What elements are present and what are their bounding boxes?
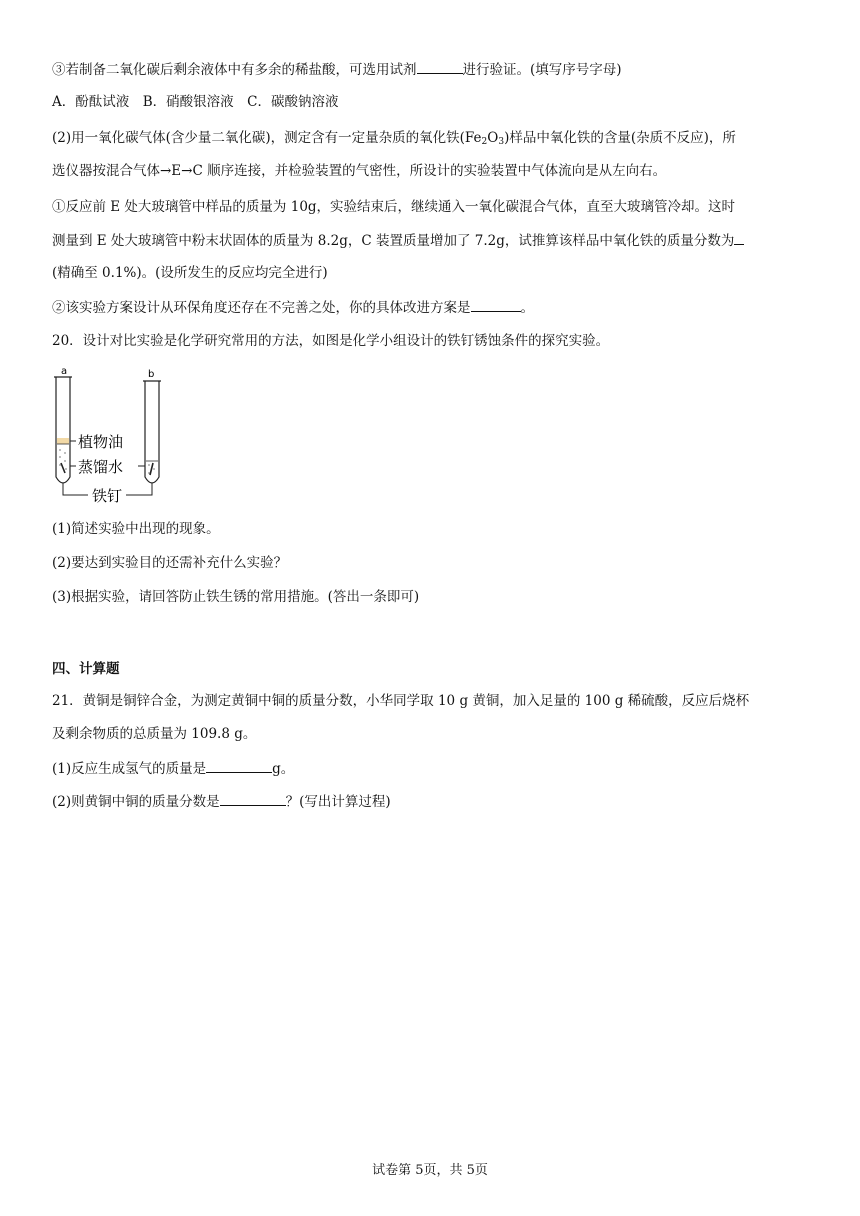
tube-a-label: a bbox=[61, 366, 68, 377]
rust-experiment-figure bbox=[50, 365, 190, 510]
q19-sub1-line1: ①反应前 E 处大玻璃管中样品的质量为 10g，实验结束后，继续通入一氧化碳混合气体，直至大玻璃管冷却。这时 bbox=[52, 199, 736, 215]
q19-options: A．酚酞试液 B．硝酸银溶液 C．碳酸钠溶液 bbox=[52, 94, 339, 110]
q19-sub1-line3: (精确至 0.1%)。(设所发生的反应均完全进行) bbox=[52, 265, 328, 281]
q19-part2-line2: 选仪器按混合气体→E→C 顺序连接，并检验装置的气密性，所设计的实验装置中气体流向是从左向右。 bbox=[52, 163, 667, 179]
q20-sub1: (1)简述实验中出现的现象。 bbox=[52, 521, 220, 537]
label-vegetable-oil: 植物油 bbox=[78, 433, 124, 451]
q21-line2: 及剩余物质的总质量为 109.8 g。 bbox=[52, 726, 257, 742]
iron-nail-a bbox=[61, 463, 65, 473]
q21-sub2-prefix: (2)则黄铜中铜的质量分数是 bbox=[52, 794, 220, 810]
answer-blank bbox=[417, 59, 463, 74]
q19-part3-line bbox=[52, 59, 820, 80]
q19-sub1-line2 bbox=[52, 230, 820, 251]
q19-sub2-line bbox=[52, 297, 820, 318]
page-footer: 试卷第 5页，共 5页 bbox=[372, 1163, 488, 1178]
q19-part2-text-c: )样品中氧化铁的含量(杂质不反应)，所 bbox=[504, 130, 736, 146]
q20-stem: 20．设计对比实验是化学研究常用的方法，如图是化学小组设计的铁钉锈蚀条件的探究实验。 bbox=[52, 333, 610, 349]
tube-b-label: b bbox=[148, 369, 155, 380]
answer-blank bbox=[734, 230, 744, 245]
q20-sub3: (3)根据实验，请回答防止铁生锈的常用措施。(答出一条即可) bbox=[52, 589, 420, 605]
q20-sub2: (2)要达到实验目的还需补充什么实验？ bbox=[52, 555, 288, 571]
label-iron-nail: 铁钉 bbox=[92, 487, 123, 505]
q19-part2-line1 bbox=[52, 128, 820, 152]
subscript: 2 bbox=[481, 137, 488, 147]
q19-part2-text-a: (2)用一氧化碳气体(含少量二氧化碳)，测定含有一定量杂质的氧化铁(Fe bbox=[52, 130, 482, 146]
q19-sub2-suffix: 。 bbox=[520, 300, 534, 316]
label-distilled-water: 蒸馏水 bbox=[78, 458, 124, 476]
q21-sub1-suffix: g。 bbox=[272, 761, 295, 777]
oil-layer bbox=[57, 438, 69, 444]
iron-nail-b bbox=[150, 463, 153, 475]
q21-sub1-prefix: (1)反应生成氢气的质量是 bbox=[52, 761, 207, 777]
answer-blank bbox=[206, 758, 272, 773]
q21-sub2-suffix: ？(写出计算过程) bbox=[285, 794, 391, 810]
test-tube-a bbox=[54, 377, 72, 483]
answer-blank bbox=[220, 791, 286, 806]
subscript: 3 bbox=[498, 137, 505, 147]
q19-sub1-text: 测量到 E 处大玻璃管中粉末状固体的质量为 8.2g，C 装置质量增加了 7.2g，试推算该样品中氧化铁的质量分数为 bbox=[52, 233, 735, 249]
q19-sub2-prefix: ②该实验方案设计从环保角度还存在不完善之处，你的具体改进方案是 bbox=[52, 300, 471, 316]
q19-part3-suffix: 进行验证。(填写序号字母) bbox=[462, 62, 622, 78]
q21-line1: 21．黄铜是铜锌合金，为测定黄铜中铜的质量分数，小华同学取 10 g 黄铜，加入足量的 100 g 稀硫酸，反应后烧杯 bbox=[52, 693, 750, 709]
q21-sub1 bbox=[52, 758, 820, 779]
q19-part2-text-b: O bbox=[487, 130, 499, 146]
test-tube-b bbox=[143, 381, 161, 483]
q21-sub2 bbox=[52, 791, 820, 812]
answer-blank bbox=[471, 297, 521, 312]
section-heading: 四、计算题 bbox=[52, 661, 120, 677]
q19-part3-prefix: ③若制备二氧化碳后剩余液体中有多余的稀盐酸，可选用试剂 bbox=[52, 62, 417, 78]
